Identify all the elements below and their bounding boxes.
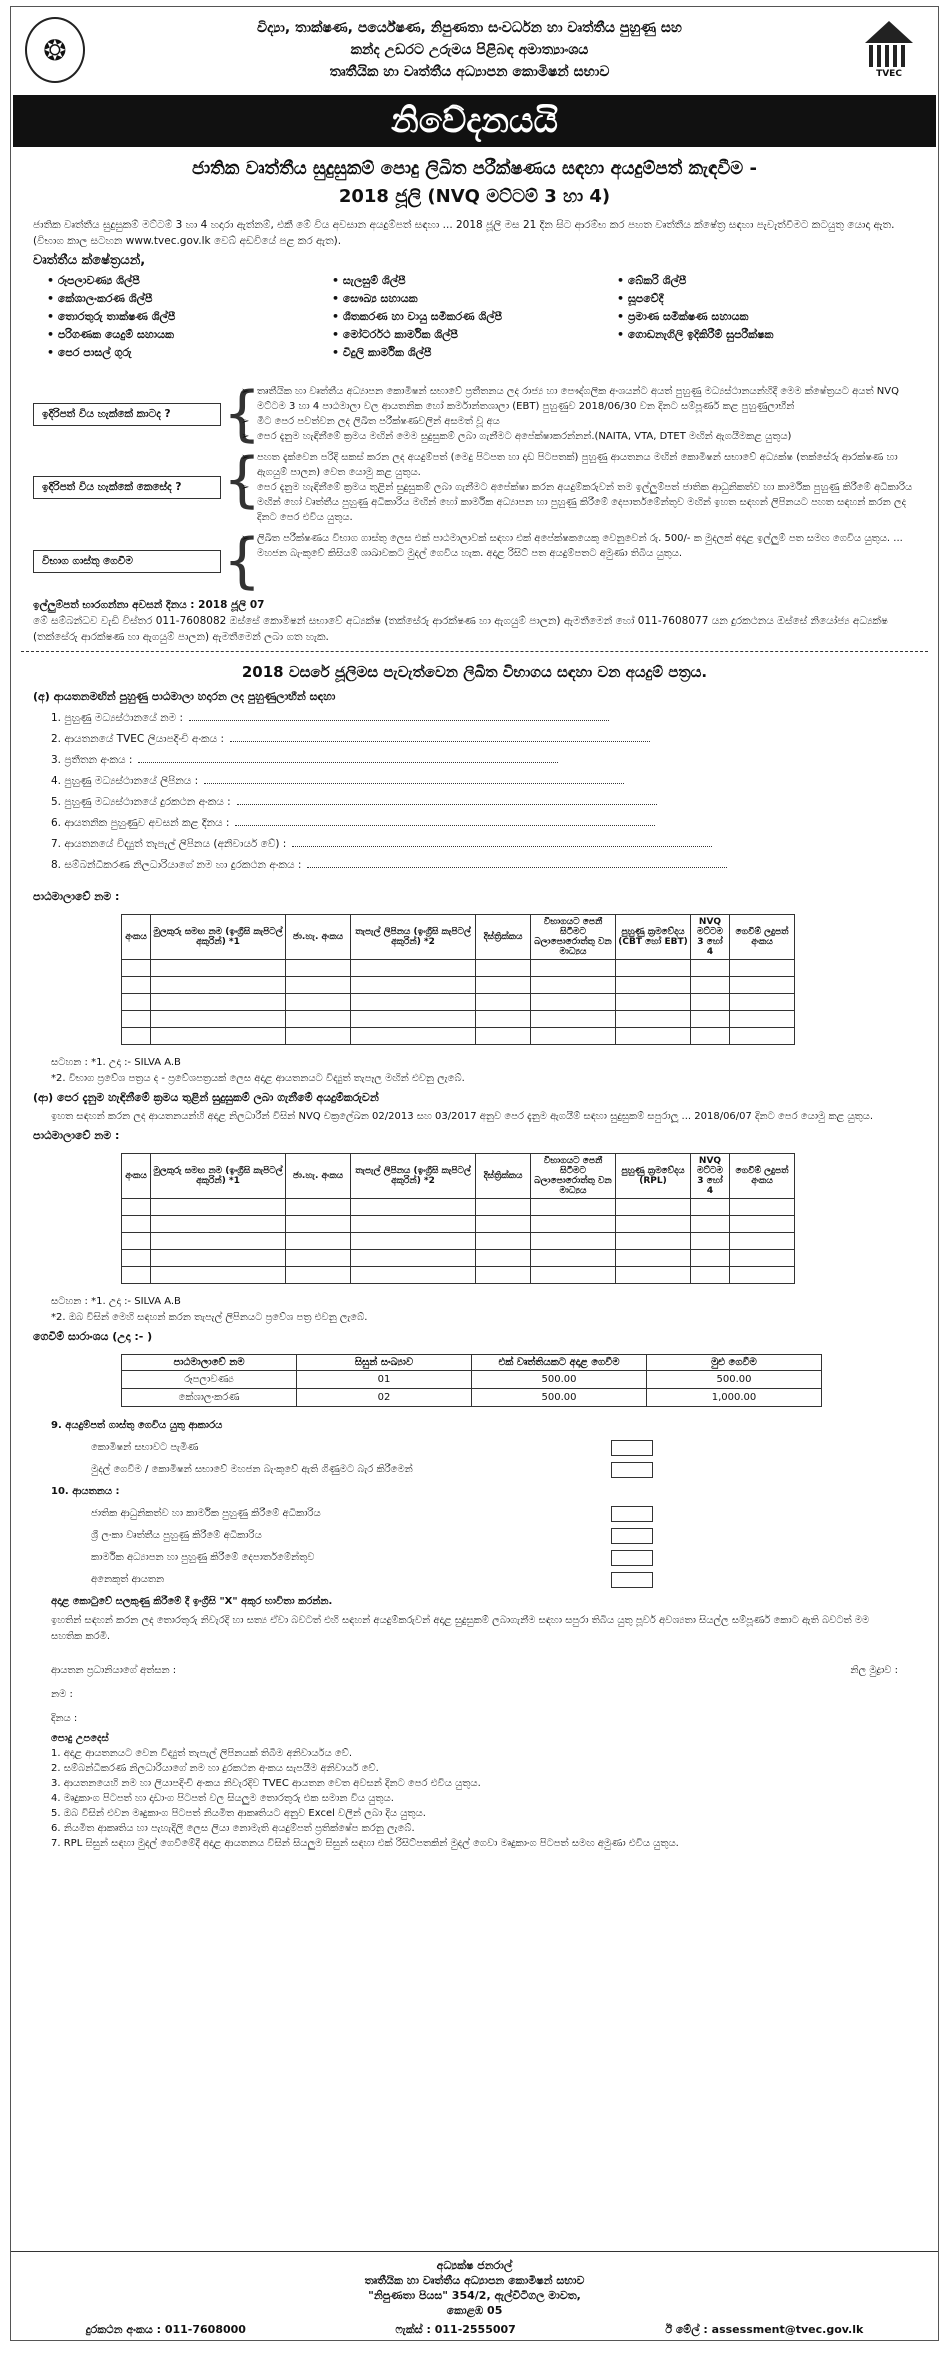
closing-date: ඉල්ලුම්පත් භාරගන්නා අවසන් දිනය : 2018 ජූලි 07 <box>33 599 265 611</box>
note-1b: *2. විභාග ප්‍රවේශ පත්‍රය ද - ප්‍රවේශපත්‍රයක් ලෙස අදාළ ආයතනයට විද්‍යුත් තැපෑල මඟින් එවනු ලැබේ. <box>51 1073 465 1084</box>
table-header: විභාගයට පෙනී සිටීමට බලාපොරොත්තු වන මාධ්‍යය <box>531 915 616 960</box>
table-cell[interactable] <box>286 960 351 977</box>
table-header: මුලකුරු සමඟ නම (ඉංග්‍රීසි කැපිටල් අකුරින්) *1 <box>151 1154 286 1199</box>
option-row <box>51 1525 898 1547</box>
faq-row <box>33 445 916 525</box>
option-checkbox[interactable] <box>611 1528 653 1544</box>
fee-header: එක් වෘත්තියකට අදාළ ගෙවීම <box>472 1355 647 1371</box>
head-signature: ආයතන ප්‍රධානියාගේ අත්සන : <box>51 1665 177 1676</box>
trade-item: • විදුලි කාර්මික ශිල්පී <box>332 344 617 362</box>
table-cell[interactable] <box>691 960 730 977</box>
table-cell[interactable] <box>122 977 151 994</box>
table-header: අංකය <box>122 1154 151 1199</box>
table-row <box>122 1250 795 1267</box>
option-row <box>51 1503 898 1525</box>
trades-heading: වෘත්තීය ක්ෂේත්‍රයන්, <box>33 253 146 268</box>
footer-phone: දුරකථන අංකය : 011-7608000 <box>85 2323 246 2336</box>
faq-answers <box>241 531 916 591</box>
table-cell[interactable] <box>122 1028 151 1045</box>
table-cell[interactable] <box>730 1028 795 1045</box>
footer-email[interactable]: ඊ මේල් : assessment@tvec.gov.lk <box>665 2323 864 2336</box>
faq-answer-item: ➢ තෘතීයික හා වෘත්තීය අධ්‍යාපන කොමිෂන් සභාවේ ප්‍රතීතනය ලද රාජ්‍ය හා පෞද්ගලික අංශයන්ට අයත් පුහුණු මධ්‍යස්ථානයන්හිදී මෙම ක්ෂේත්‍රයට අයත් NVQ මට්ටම 3 හා 4 පාඨමාලා වල ආයතනික හෝ කර්මාන්තශාලා (EBT) පුහුණුව 2018/06/30 වන දිනට සම්පූර්ණ කළ පුහුණුලාභීන් <box>257 384 916 414</box>
table-cell[interactable] <box>691 1028 730 1045</box>
table-cell[interactable] <box>691 1233 730 1250</box>
table-cell[interactable] <box>730 1250 795 1267</box>
table-cell[interactable] <box>351 1216 476 1233</box>
option-row <box>51 1569 898 1591</box>
table-row <box>122 994 795 1011</box>
instruction-item: 7. RPL සිසුන් සඳහා මුදල් ගෙවීමේදී අදාළ ආයතනය විසින් සියලුම සිසුන් සඳහා එක් රිසිට්පතකින් මුදල් ගෙවා මෘදුකාංග පිටපත් සමඟ අමුණා එවිය යුතුය. <box>51 1838 679 1849</box>
table-cell[interactable] <box>730 1011 795 1028</box>
table-row <box>122 1011 795 1028</box>
note-2b: *2. ඔබ විසින් මෙහි සඳහන් කරන තැපැල් ලිපිනයට ප්‍රවේශ පත්‍ර එවනු ලැබේ. <box>51 1312 368 1323</box>
table-cell[interactable] <box>476 994 531 1011</box>
faq-answers <box>241 384 916 444</box>
table-cell[interactable] <box>351 1011 476 1028</box>
trade-item: • මෝටර්රථ කාර්මික ශිල්පී <box>332 326 617 344</box>
option-label: කොමිෂන් සභාවට පැමිණ <box>91 1442 199 1453</box>
instruction-item: 1. අදාළ ආයතනයට වෙන විද්‍යුත් තැපැල් ලිපිනයක් තිබීම අනිවාර්යය වේ. <box>51 1748 352 1759</box>
fee-heading: ගෙවීම් සාරාංශය (උදා :- ) <box>33 1330 153 1343</box>
form-field[interactable]: 4. පුහුණු මධ්‍යස්ථානයේ ලිපිනය : <box>51 771 898 792</box>
form-field[interactable]: 7. ආයතනයේ විද්‍යුත් තැපැල් ලිපිනය (අනිවාර්ය වේ) : <box>51 834 898 855</box>
form-field[interactable]: 6. ආයතනික පුහුණුව අවසන් කළ දිනය : <box>51 813 898 834</box>
table-cell[interactable] <box>616 1199 691 1216</box>
note-2a: සටහන : *1. උදා :- SILVA A.B <box>51 1296 181 1307</box>
table-cell[interactable] <box>476 1267 531 1284</box>
table-cell[interactable] <box>351 977 476 994</box>
fee-summary-table <box>121 1354 822 1407</box>
table-header: අංකය <box>122 915 151 960</box>
trade-item: • රූපලාවණ්‍ය ශිල්පී <box>47 272 332 290</box>
trade-item: • සූපවේදී <box>617 290 902 308</box>
table-cell[interactable] <box>730 1199 795 1216</box>
trade-item: • කේශාලංකරණ ශිල්පී <box>47 290 332 308</box>
fee-cell: 1,000.00 <box>647 1389 822 1407</box>
table-header: විභාගයට පෙනී සිටීමට බලාපොරොත්තු වන මාධ්‍යය <box>531 1154 616 1199</box>
faq-row <box>33 379 916 449</box>
option-checkbox[interactable] <box>611 1506 653 1522</box>
footer-line2: තෘතීයික හා වෘත්තීය අධ්‍යාපන කොමිෂන් සභාව <box>364 2274 585 2287</box>
table-header: පුහුණු ක්‍රමවේදය (RPL) <box>616 1154 691 1199</box>
fee-cell: 500.00 <box>472 1389 647 1407</box>
table-row <box>122 1267 795 1284</box>
option-row <box>51 1459 898 1481</box>
table-cell[interactable] <box>151 1216 286 1233</box>
ministry-title <box>85 17 854 83</box>
table-cell[interactable] <box>351 994 476 1011</box>
faq-question-label: විභාග ගාස්තු ගෙවීම <box>33 550 221 573</box>
table-cell[interactable] <box>286 1233 351 1250</box>
table-cell[interactable] <box>286 1250 351 1267</box>
trade-item: • බේකරි ශිල්පී <box>617 272 902 290</box>
table-cell[interactable] <box>151 1233 286 1250</box>
fee-cell: 500.00 <box>472 1371 647 1389</box>
trade-item: • පෙර පාසල් ගුරු <box>47 344 332 362</box>
table-cell[interactable] <box>351 1233 476 1250</box>
fee-row <box>122 1371 822 1389</box>
option-label: ජාතික ආධුනිකත්ව හා කාර්මික පුහුණු කිරීමේ අධිකාරිය <box>91 1508 321 1519</box>
fee-header: සිසුන් සංඛ්‍යාව <box>297 1355 472 1371</box>
table-cell[interactable] <box>351 1028 476 1045</box>
trade-item: • ප්‍රමාණ සමීක්ෂණ සහායක <box>617 308 902 326</box>
table-cell[interactable] <box>531 1233 616 1250</box>
table-cell[interactable] <box>691 977 730 994</box>
instruction-item: 5. ඔබ විසින් එවන මෘදුකාංග පිටපත් නියමිත ආකෘතියට අනුව Excel වලින් ලබා දිය යුතුය. <box>51 1808 426 1819</box>
instructions-heading: පොදු උපදෙස් <box>51 1733 109 1744</box>
faq-answer-item: ➢ ලිඛිත පරීක්ෂණය විභාග ගාස්තු ලෙස එක් පාඨමාලාවක් සඳහා එක් අපේක්ෂකයෙකු වෙනුවෙන් රු. 500/- ක මුදලක් අදාළ ඉල්ලුම් පත සමඟ ගෙවිය යුතුය. ... මහජන බැංකුවේ කිසියම් ශාඛාවකට මුදල් ගෙවිය හැක. අදාළ රිසිට් පත අයදුම්පතට අමුණා තිබිය යුතුය. <box>257 531 916 561</box>
instruction-item: 3. ආයතනයෙහි නම හා ලියාපදිංචි අංකය නිවැරදිව TVEC ආයතන වෙත අවසන් දිනට පෙර එවිය යුතුය. <box>51 1778 481 1789</box>
option-row <box>51 1437 898 1459</box>
form-field[interactable]: 5. පුහුණු මධ්‍යස්ථානයේ දුරකථන අංකය : <box>51 792 898 813</box>
trade-item: • තොරතුරු තාක්ෂණ ශිල්පී <box>47 308 332 326</box>
notice-page <box>10 6 939 2341</box>
table-cell[interactable] <box>531 1216 616 1233</box>
table-header: NVQ මට්ටම 3 හෝ 4 <box>691 915 730 960</box>
table-cell[interactable] <box>531 1028 616 1045</box>
table-cell[interactable] <box>286 1267 351 1284</box>
option-label: මුදල් ගෙවීම / කොමිෂන් සභාවේ මහජන බැංකුවේ ඇති ගිණුමට බැර කිරීමෙන් <box>91 1464 413 1475</box>
table-cell[interactable] <box>616 994 691 1011</box>
table-cell[interactable] <box>476 1216 531 1233</box>
table-cell[interactable] <box>691 1250 730 1267</box>
tvec-logo-text: TVEC <box>876 69 902 79</box>
brace-icon: { <box>223 379 262 449</box>
table-cell[interactable] <box>616 1267 691 1284</box>
table-cell[interactable] <box>476 960 531 977</box>
table-cell[interactable] <box>151 1267 286 1284</box>
table-header: ගෙවීම් ලදුපත් අංකය <box>730 915 795 960</box>
table-cell[interactable] <box>616 960 691 977</box>
table-cell[interactable] <box>691 1011 730 1028</box>
notice-banner: නිවේදනයයි <box>13 95 936 147</box>
table-row <box>122 1233 795 1250</box>
intro-text: ජාතික වෘත්තීය සුදුසුකම් මට්ටම් 3 හා 4 හදාරා ඇත්නම්, එකී මේ විය අවසාන අයදුම්පත් සඳහා ... 2018 ජූලි මස 21 දින සිට ආරම්භ කර පහත වෘත්තීය ක්ෂේත්‍ර සඳහා පැවැත්වීමට කටයුතු යොදා ඇත. (විභාග කාල සටහන www.tvec.gov.lk වෙබ් අඩවියේ පළ කර ඇත). <box>33 219 895 247</box>
table-row <box>122 1199 795 1216</box>
faq-section <box>11 379 938 596</box>
fee-cell: 01 <box>297 1371 472 1389</box>
tvec-logo-icon <box>854 21 924 79</box>
table-cell[interactable] <box>476 1199 531 1216</box>
closing-note: මේ සම්බන්ධව වැඩි විස්තර 011-7608082 ඔස්සේ කොමිෂන් සභාවේ අධ්‍යක්ෂ (තක්සේරු ආරක්ෂණ හා ඇගයුම් පාලන) ඇමතීමෙන් හෝ 011-7608077 යන දුරකථනය ඔස්සේ නියෝජ්‍ය අධ්‍යක්ෂ (තක්සේරු ආරක්ෂණ හා ඇගයුම් පාලන) ඇමතීමෙන් ලබා ගත හැක. <box>33 615 889 643</box>
form-fields <box>11 708 938 876</box>
payment-method <box>11 1415 938 1613</box>
faq-answer-item: ➢ පෙර දැනුම හැඳිනීමේ ක්‍රමය තුළින් සුදුසුකම් ලබා ගැනීමට අපේක්ෂා කරන අයදුම්කරුවන් තම ඉල්ලුම්පත් ජාතික ආධුනිකත්ව හා කාර්මික පුහුණු කිරීමේ අධිකාරිය මඟින් හෝ වෘත්තීය පුහුණු අධිකාරිය මඟින් හෝ කාර්මික අධ්‍යාපන හා පුහුණු කිරීමේ දෙපාර්තමේන්තුව මඟින් ඉහත සඳහන් ලිපිනයට පහත සඳහන් කරන ලද දිනට පෙර එවිය යුතුය. <box>257 480 916 525</box>
table-cell[interactable] <box>151 1250 286 1267</box>
fee-cell: රූපලාවණ්‍ය <box>122 1371 297 1389</box>
signature-row <box>11 1663 938 1679</box>
sign-name: නම : <box>51 1689 73 1700</box>
table-cell[interactable] <box>351 1199 476 1216</box>
form-field[interactable]: 8. සම්බන්ධීකරණ නිලධාරියාගේ නම හා දුරකථන අංකය : <box>51 855 898 876</box>
notice-title-2: 2018 ජූලි (NVQ මට්ටම් 3 හා 4) <box>338 186 611 207</box>
table-cell[interactable] <box>730 960 795 977</box>
brace-icon: { <box>223 445 262 515</box>
table-cell[interactable] <box>286 1011 351 1028</box>
table-cell[interactable] <box>691 994 730 1011</box>
form-field[interactable]: 3. ප්‍රතීතන අංකය : <box>51 750 898 771</box>
table-row <box>122 960 795 977</box>
footer-fax: ෆැක්ස් : 011-2555007 <box>395 2323 516 2336</box>
table-cell[interactable] <box>691 1199 730 1216</box>
form-field[interactable]: 2. ආයතනයේ TVEC ලියාපදිංචි අංකය : <box>51 729 898 750</box>
table-row <box>122 1028 795 1045</box>
table-cell[interactable] <box>286 977 351 994</box>
table-cell[interactable] <box>616 977 691 994</box>
faq-question-label: ඉදිරිපත් විය හැක්කේ කාටද ? <box>33 403 221 426</box>
table-header: ගෙවීම් ලදුපත් අංකය <box>730 1154 795 1199</box>
table-cell[interactable] <box>151 1028 286 1045</box>
table-cell[interactable] <box>151 1199 286 1216</box>
option-checkbox[interactable] <box>611 1462 653 1478</box>
trade-item: • ගොඩනැගිලි ඉදිකිරීම් සුපරීක්ෂක <box>617 326 902 344</box>
table-cell[interactable] <box>476 977 531 994</box>
table-cell[interactable] <box>286 1199 351 1216</box>
fee-header: පාඨමාලාවේ නම <box>122 1355 297 1371</box>
table-cell[interactable] <box>531 1011 616 1028</box>
notice-title-1: ජාතික වෘත්තීය සුදුසුකම් පොදු ලිඛිත පරීක්ෂණය සඳහා අයදුම්පත් කැඳවීම - <box>192 158 757 179</box>
table-cell[interactable] <box>122 960 151 977</box>
table-header: තැපැල් ලිපිනය (ඉංග්‍රීසි කැපිටල් අකුරින්) *2 <box>351 915 476 960</box>
table-cell[interactable] <box>122 1233 151 1250</box>
table-header: පුහුණු ක්‍රමවේදය (CBT හෝ EBT) <box>616 915 691 960</box>
table-row <box>122 1216 795 1233</box>
faq-answers <box>241 450 916 525</box>
table-cell[interactable] <box>531 994 616 1011</box>
table-cell[interactable] <box>476 1011 531 1028</box>
faq-question <box>33 450 223 525</box>
table-cell[interactable] <box>616 1250 691 1267</box>
table-cell[interactable] <box>122 994 151 1011</box>
table-cell[interactable] <box>122 1250 151 1267</box>
table-cell[interactable] <box>691 1267 730 1284</box>
table-cell[interactable] <box>730 1216 795 1233</box>
table-cell[interactable] <box>151 977 286 994</box>
table-cell[interactable] <box>691 1216 730 1233</box>
sign-date: දිනය : <box>51 1713 78 1724</box>
trade-item: • සැලසුම් ශිල්පී <box>332 272 617 290</box>
q9-label: 9. අයදුම්පත් ගාස්තු ගෙවිය යුතු ආකාරය <box>51 1420 223 1431</box>
table-cell[interactable] <box>286 994 351 1011</box>
option-checkbox[interactable] <box>611 1572 653 1588</box>
faq-question <box>33 384 223 444</box>
faq-row <box>33 526 916 596</box>
option-row <box>51 1547 898 1569</box>
footer-line4: කොළඹ 05 <box>446 2304 503 2317</box>
course-label-2: පාඨමාලාවේ නම : <box>33 1129 120 1142</box>
option-checkbox[interactable] <box>611 1550 653 1566</box>
official-seal: නිල මුද්‍රාව : <box>850 1665 898 1676</box>
table-cell[interactable] <box>730 977 795 994</box>
mark-note: අදාළ කොටුවේ සලකුණු කිරීමේ දී ඉංග්‍රීසි "X" අකුර භාවිතා කරන්න. <box>51 1596 333 1607</box>
table-cell[interactable] <box>616 1233 691 1250</box>
table-cell[interactable] <box>531 1199 616 1216</box>
table-cell[interactable] <box>531 1250 616 1267</box>
part-b-text: ඉහත සඳහන් කරන ලද ආයතනයන්හි අදාළ නිලධාරීන් විසින් NVQ චක්‍රලේඛන 02/2013 සහ 03/2017 අනුව පෙර දැනුම ඇගයීම් සඳහා සුදුසුකම් සපුරාලූ ... 2018/06/07 දිනට පෙර යොමු කළ යුතුය. <box>51 1111 874 1122</box>
table-cell[interactable] <box>122 1267 151 1284</box>
option-label: අනෙකුත් ආයතන <box>91 1574 165 1585</box>
fee-cell: 500.00 <box>647 1371 822 1389</box>
table-cell[interactable] <box>286 1216 351 1233</box>
table-cell[interactable] <box>730 1233 795 1250</box>
footer <box>11 2251 938 2340</box>
fee-cell: 02 <box>297 1389 472 1407</box>
applicants-table-b <box>121 1153 795 1284</box>
cut-line <box>21 651 928 652</box>
table-cell[interactable] <box>616 1216 691 1233</box>
table-cell[interactable] <box>351 1250 476 1267</box>
footer-line3: "නිපුණතා පියස" 354/2, ඇල්විටිගල මාවත, <box>368 2289 581 2302</box>
header <box>11 7 938 93</box>
table-cell[interactable] <box>151 960 286 977</box>
q10-label: 10. ආයතනය : <box>51 1486 120 1497</box>
header-line2: කන්ද උඩරට උරුමය පිළිබඳ අමාත්‍යාංශය <box>350 42 589 58</box>
faq-answer-item: ➢ පෙර දැනුම හැඳිනීමේ ක්‍රමය මඟින් මෙම සුදුසුකම් ලබා ගැනීමට අපේක්ෂාකරන්නන්.(NAITA, VTA, DTET මඟින් ඇගයීමකළ යුතුය) <box>257 429 916 444</box>
table-cell[interactable] <box>351 1267 476 1284</box>
faq-question <box>33 531 223 591</box>
trade-item: • ශීතකරණ හා වායු සමීකරණ ශිල්පී <box>332 308 617 326</box>
government-crest-icon: ❂ <box>25 17 85 83</box>
instructions-list <box>11 1746 938 1851</box>
table-cell[interactable] <box>616 1028 691 1045</box>
table-cell[interactable] <box>151 1011 286 1028</box>
option-label: ශ්‍රී ලංකා වෘත්තීය පුහුණු කිරීමේ අධිකාරිය <box>91 1530 262 1541</box>
table-cell[interactable] <box>531 960 616 977</box>
form-field[interactable]: 1. පුහුණු මධ්‍යස්ථානයේ නම : <box>51 708 898 729</box>
part-b-heading: (ආ) පෙර දැනුම හැඳිනීමේ ක්‍රමය තුළින් සුදුසුකම් ලබා ගැනීමේ අයදුම්කරුවන් <box>33 1091 379 1104</box>
table-cell[interactable] <box>730 1267 795 1284</box>
table-row <box>122 977 795 994</box>
table-cell[interactable] <box>122 1011 151 1028</box>
trades-list <box>11 272 938 362</box>
footer-line1: අධ්‍යක්ෂ ජනරාල් <box>436 2259 513 2272</box>
faq-question-label: ඉදිරිපත් විය හැක්කේ කෙසේද ? <box>33 476 221 499</box>
table-cell[interactable] <box>730 994 795 1011</box>
form-title: 2018 වසරේ ජූලිමස පැවැත්වෙන ලිඛිත විභාගය සඳහා වන අයදුම් පත්‍රය. <box>241 663 708 681</box>
instruction-item: 6. නියමිත ආකෘතිය හා පැහැදිලි ලෙස ලියා නොමැති අයදුම්පත් ප්‍රතික්ෂේප කරනු ලැබේ. <box>51 1823 415 1834</box>
trade-item: • සෞඛ්‍ය සහායක <box>332 290 617 308</box>
course-label-1: පාඨමාලාවේ නම : <box>33 890 120 903</box>
table-header: NVQ මට්ටම 3 හෝ 4 <box>691 1154 730 1199</box>
table-cell[interactable] <box>476 1028 531 1045</box>
table-cell[interactable] <box>476 1233 531 1250</box>
table-cell[interactable] <box>286 1028 351 1045</box>
note-1a: සටහන : *1. උදා :- SILVA A.B <box>51 1057 181 1068</box>
fee-header: මුළු ගෙවීම <box>647 1355 822 1371</box>
header-line1: විද්‍යා, තාක්ෂණ, පර්යේෂණ, නිපුණතා සංවර්ධන හා වෘත්තීය පුහුණු සහ <box>257 20 682 36</box>
table-header: ජා.හැ. අංකය <box>286 1154 351 1199</box>
fee-row <box>122 1389 822 1407</box>
table-cell[interactable] <box>122 1216 151 1233</box>
declaration: ඉහතින් සඳහන් කරන ලද තොරතුරු නිවැරදි හා සත්‍ය ඒවා බවටත් එහි සඳහන් අයදුම්කරුවන් අදාළ සුදුසුකම් ලබාගැනීම සඳහා සපුරා තිබිය යුතු පූර්ව අවශ්‍යතා සියල්ල සම්පූර්ණ කොට ඇති බවටත් මම සහතික කරමි. <box>51 1615 870 1642</box>
fee-cell: කේශාලංකරණ <box>122 1389 297 1407</box>
option-label: කාර්මික අධ්‍යාපන හා පුහුණු කිරීමේ දෙපාර්තමේන්තුව <box>91 1552 315 1563</box>
table-cell[interactable] <box>476 1250 531 1267</box>
faq-answer-item: ➢ මීට පෙර පවත්වන ලද ලිඛිත පරීක්ෂණවලින් අසමත් වූ අය <box>257 414 916 429</box>
table-header: තැපැල් ලිපිනය (ඉංග්‍රීසි කැපිටල් අකුරින්) *2 <box>351 1154 476 1199</box>
table-cell[interactable] <box>151 994 286 1011</box>
brace-icon: { <box>223 526 262 596</box>
instruction-item: 2. සම්බන්ධීකරණ නිලධාරියාගේ නම හා දුරකථන අංකය සැපයීම අනිවාර්ය වේ. <box>51 1763 379 1774</box>
table-header: මුලකුරු සමඟ නම (ඉංග්‍රීසි කැපිටල් අකුරින්) *1 <box>151 915 286 960</box>
table-cell[interactable] <box>531 977 616 994</box>
table-cell[interactable] <box>531 1267 616 1284</box>
table-header: දිස්ත්‍රික්කය <box>476 1154 531 1199</box>
table-cell[interactable] <box>616 1011 691 1028</box>
instruction-item: 4. මෘදුකාංග පිටපත් හා දෘඩාංග පිටපත් වල සියලුම තොරතුරු එක සමාන විය යුතුය. <box>51 1793 394 1804</box>
applicants-table-a <box>121 914 795 1045</box>
option-checkbox[interactable] <box>611 1440 653 1456</box>
faq-answer-item: ➢ පහත දැක්වෙන පරිදි සකස් කරන ලද අයදුම්පත් (මෙදු පිටපත හා දෘඩ පිටපතක්) පුහුණු ආයතනය මඟින් කොමිෂන් සභාවේ අධ්‍යක්ෂ (තක්සේරු ආරක්ෂණ හා ඇගයුම් පාලන) වෙත යොමු කළ යුතුය. <box>257 450 916 480</box>
table-header: ජා.හැ. අංකය <box>286 915 351 960</box>
trade-item: • පරිගණක යෙදුම් සහායක <box>47 326 332 344</box>
table-cell[interactable] <box>351 960 476 977</box>
part-a-heading: (අ) ආයතනමඟින් පුහුණු පාඨමාලා හදාරන ලද පුහුණුලාභීන් සඳහා <box>33 690 336 703</box>
table-cell[interactable] <box>122 1199 151 1216</box>
table-header: දිස්ත්‍රික්කය <box>476 915 531 960</box>
header-line3: තෘතීයික හා වෘත්තීය අධ්‍යාපන කොමිෂන් සභාව <box>329 64 610 80</box>
